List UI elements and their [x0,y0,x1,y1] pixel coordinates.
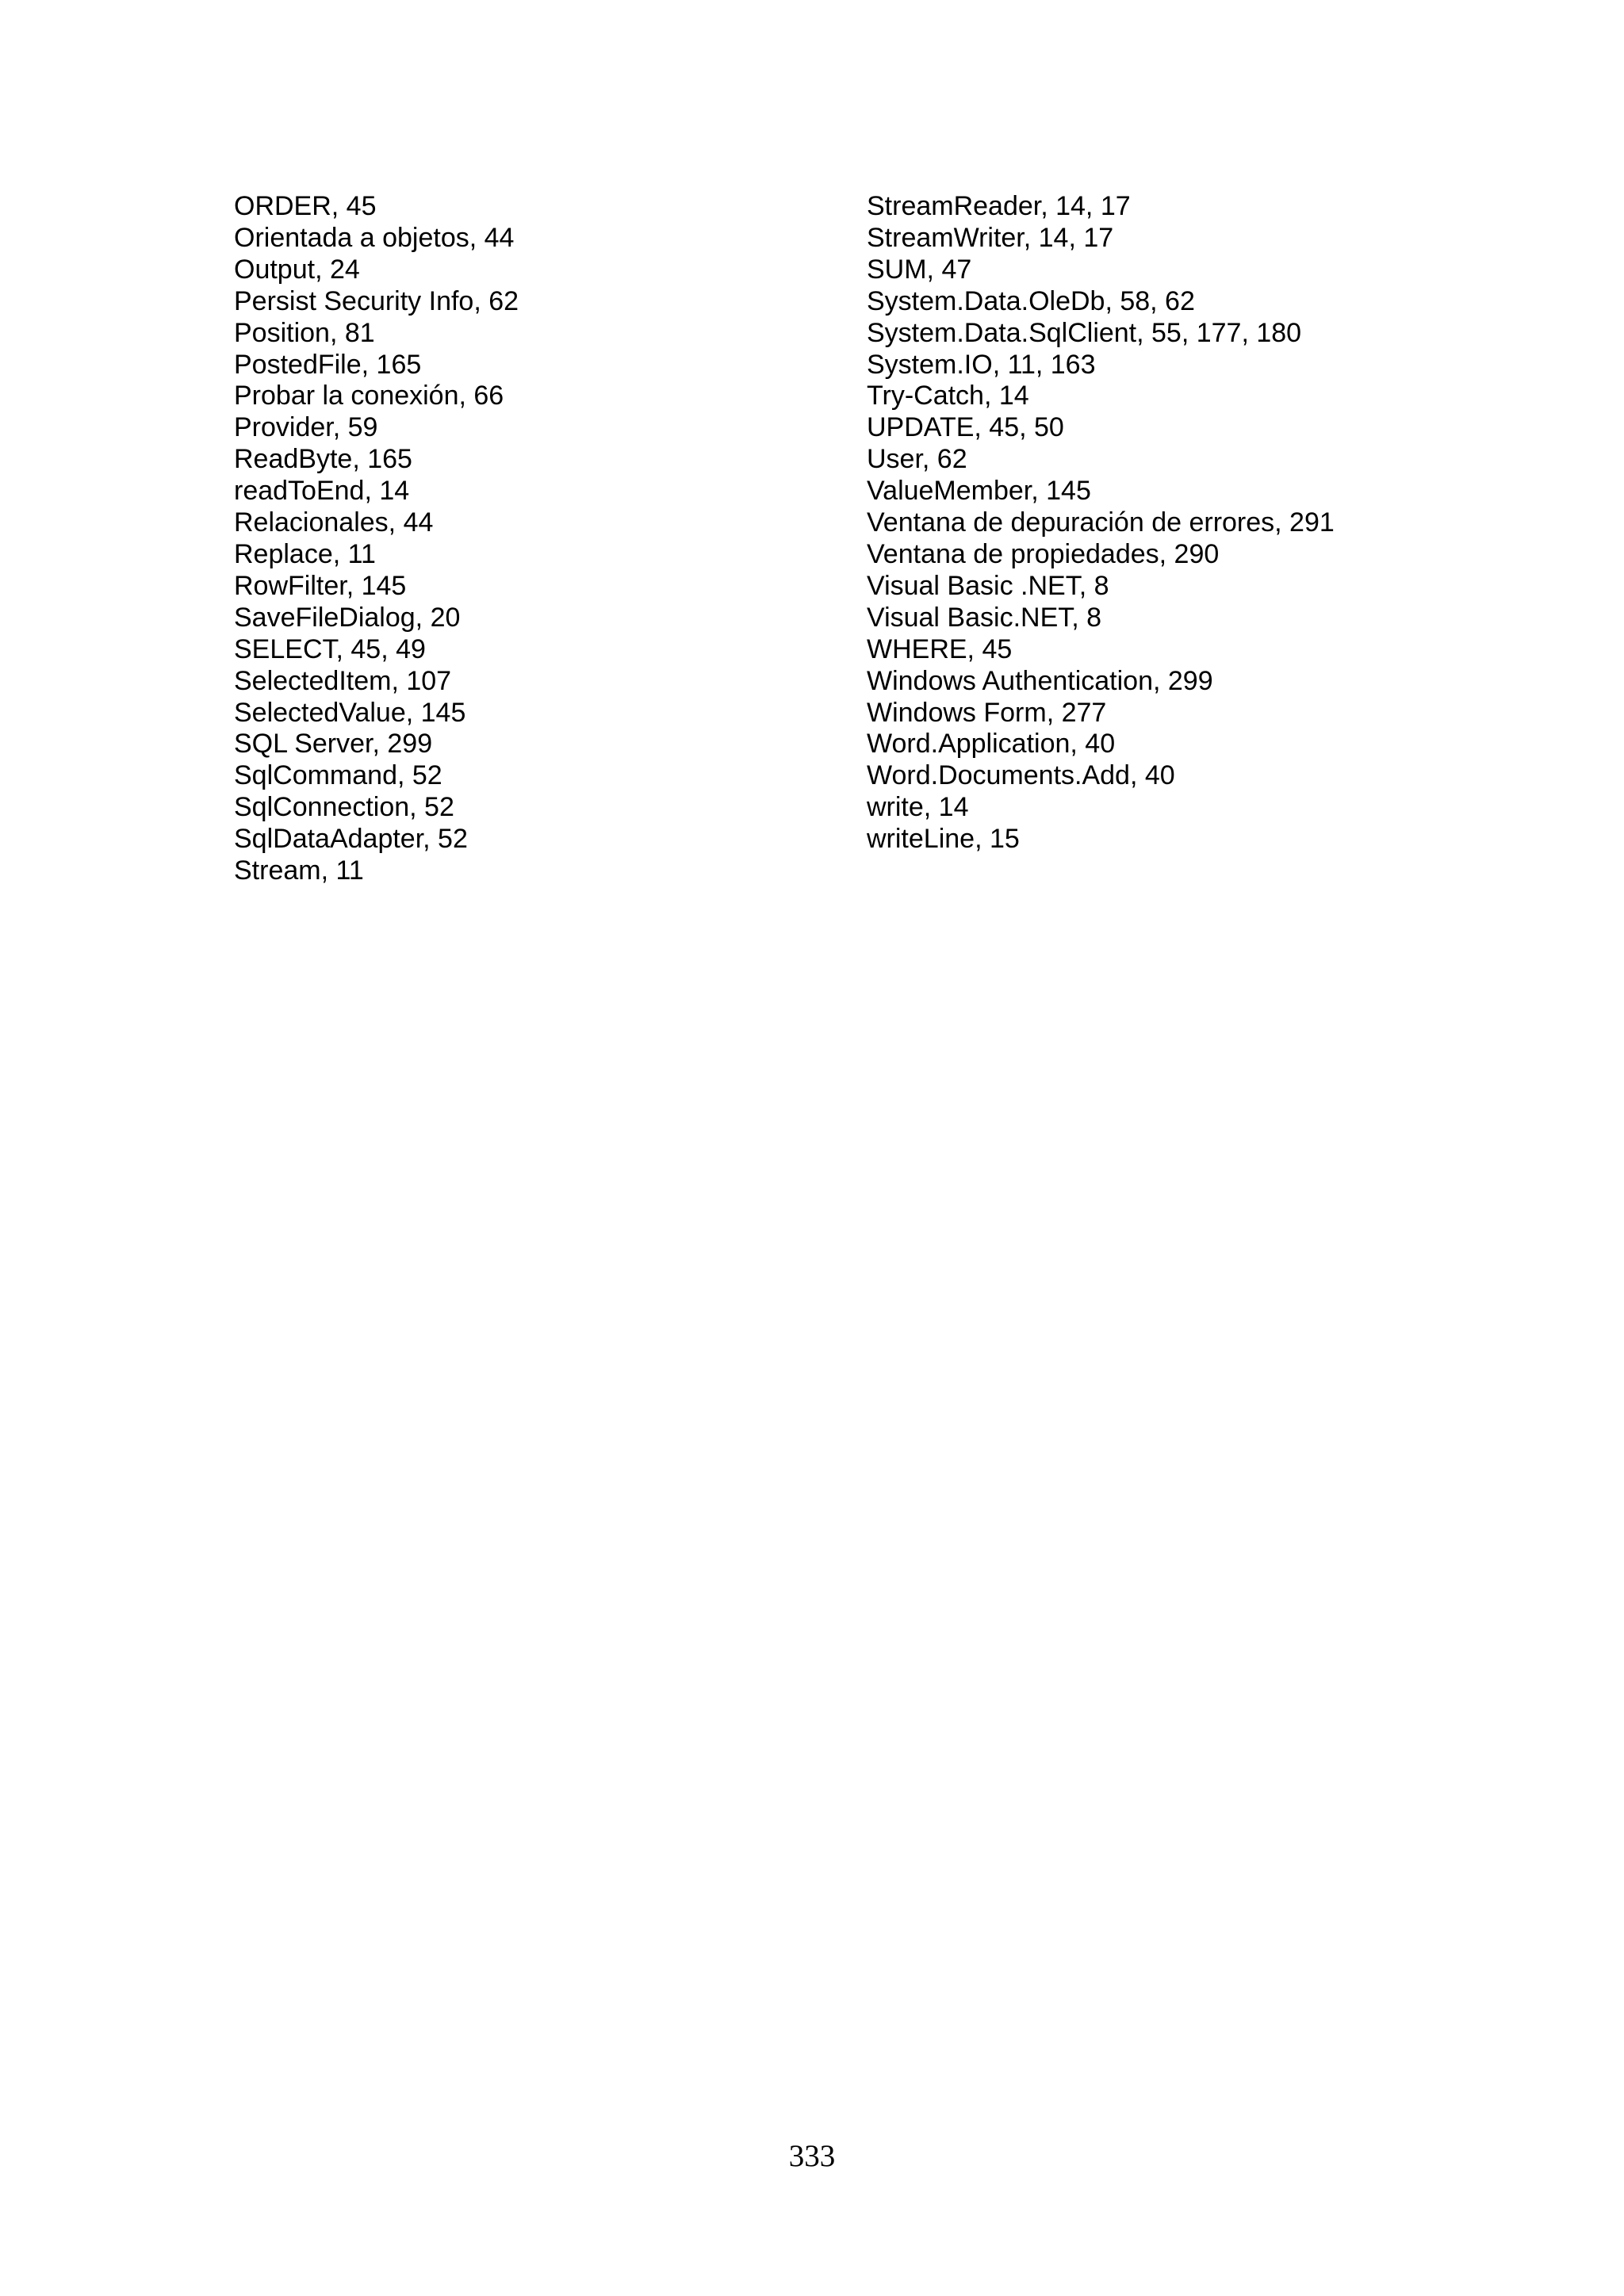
index-entry: Orientada a objetos, 44 [234,222,515,253]
index-entry: System.IO, 11, 163 [867,349,1096,380]
index-entry: Probar la conexión, 66 [234,381,504,411]
index-entry: Relacionales, 44 [234,507,434,538]
index-entry: Persist Security Info, 62 [234,285,519,316]
index-entry: ValueMember, 145 [867,476,1091,507]
index-entry: User, 62 [867,444,967,475]
index-entry: SqlConnection, 52 [234,792,454,823]
index-entry: writeLine, 15 [867,824,1020,855]
index-entry: SELECT, 45, 49 [234,633,426,664]
index-entry: SqlDataAdapter, 52 [234,824,468,855]
index-entry: Output, 24 [234,254,360,285]
index-entry: Stream, 11 [234,855,364,886]
index-entry: System.Data.OleDb, 58, 62 [867,285,1195,316]
index-entry: System.Data.SqlClient, 55, 177, 180 [867,317,1302,348]
index-entry: SUM, 47 [867,254,972,285]
index-entry: Ventana de propiedades, 290 [867,538,1220,569]
index-entry: Position, 81 [234,317,375,348]
index-entry: Provider, 59 [234,412,378,443]
index-entry: Word.Documents.Add, 40 [867,760,1175,791]
index-entry: Windows Form, 277 [867,697,1107,728]
index-entry: Word.Application, 40 [867,729,1116,760]
index-entry: SqlCommand, 52 [234,760,442,791]
index-left-column [234,191,852,887]
index-entry: UPDATE, 45, 50 [867,412,1064,443]
index-entry: SelectedItem, 107 [234,665,452,696]
index-entry: Try-Catch, 14 [867,381,1029,411]
index-entry: SaveFileDialog, 20 [234,602,461,633]
index-right-column [867,191,1580,855]
index-entry: StreamWriter, 14, 17 [867,222,1114,253]
index-entry: Replace, 11 [234,538,376,569]
index-entry: SQL Server, 299 [234,729,433,760]
index-entry: readToEnd, 14 [234,476,410,507]
index-entry: Visual Basic.NET, 8 [867,602,1102,633]
index-entry: Ventana de depuración de errores, 291 [867,507,1335,538]
index-entry: write, 14 [867,792,969,823]
index-entry: ReadByte, 165 [234,444,412,475]
index-entry: StreamReader, 14, 17 [867,191,1131,221]
index-entry: RowFilter, 145 [234,570,407,601]
index-entry: Windows Authentication, 299 [867,665,1213,696]
index-entry: PostedFile, 165 [234,349,422,380]
page-number: 333 [788,2139,836,2173]
index-entry: Visual Basic .NET, 8 [867,570,1109,601]
index-entry: SelectedValue, 145 [234,697,466,728]
index-entry: WHERE, 45 [867,633,1013,664]
index-entry: ORDER, 45 [234,191,377,221]
